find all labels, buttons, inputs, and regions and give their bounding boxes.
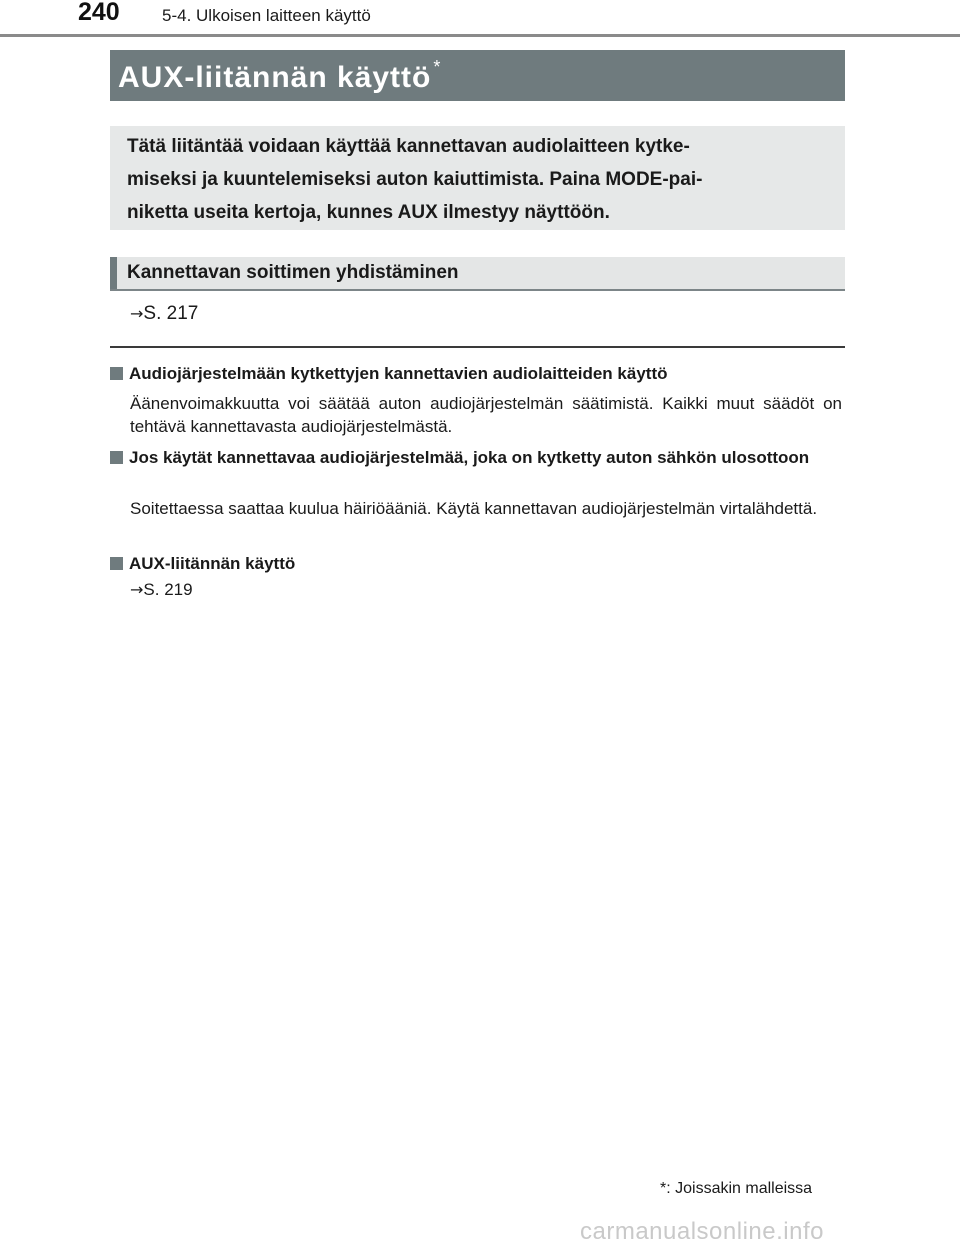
intro-box — [110, 126, 845, 230]
chapter-title: 5-4. Ulkoisen laitteen käyttö — [162, 6, 371, 25]
page-reference-text: S. 219 — [143, 580, 193, 599]
square-bullet-icon — [110, 367, 123, 380]
page-header — [0, 0, 960, 40]
section-title-bar — [110, 50, 845, 101]
heading-accent — [110, 257, 117, 289]
footnote — [660, 1180, 812, 1198]
intro-line: Tätä liitäntää voidaan käyttää kannettavan audiolaitteen kytke- — [127, 136, 690, 157]
page-reference-text: S. 217 — [143, 303, 199, 324]
page-reference-link[interactable] — [130, 580, 193, 600]
page-title — [118, 57, 441, 95]
page-reference-link[interactable] — [130, 303, 198, 325]
subsection-heading: Kannettavan soittimen yhdistäminen — [127, 262, 459, 283]
section-divider — [110, 346, 845, 348]
note-heading — [110, 552, 845, 575]
page-number: 240 — [78, 0, 120, 26]
note-heading-text: Jos käytät kannettavaa audiojärjestelmää, joka on kytketty auton sähkön ulosottoon — [129, 448, 810, 467]
note-heading-text: AUX-liitännän käyttö — [129, 554, 296, 573]
page-title-text: AUX-liitännän käyttö — [118, 61, 432, 94]
square-bullet-icon — [110, 451, 123, 464]
asterisk-marker: * — [660, 1180, 667, 1197]
note-heading-text: Audiojärjestelmään kytkettyjen kannettavien audiolaitteiden käyttö — [129, 364, 668, 383]
header-rule — [0, 34, 960, 37]
note-heading — [110, 362, 845, 385]
asterisk-marker: * — [433, 57, 442, 77]
subsection-heading-bar — [110, 257, 845, 291]
intro-text — [127, 130, 829, 229]
intro-line: niketta useita kertoja, kunnes AUX ilmestyy näyttöön. — [127, 202, 610, 223]
note-heading — [110, 446, 845, 469]
square-bullet-icon — [110, 557, 123, 570]
footnote-text: : Joissakin malleissa — [666, 1180, 813, 1197]
note-body: Soitettaessa saattaa kuulua häiriöääniä. Käytä kannettavan audiojärjestelmän virtalähdettä. — [130, 499, 818, 518]
intro-line: miseksi ja kuuntelemiseksi auton kaiuttimista. Paina MODE-pai- — [127, 169, 703, 190]
arrow-icon: → — [130, 580, 144, 599]
watermark: carmanualsonline.info — [580, 1218, 824, 1245]
arrow-icon: → — [130, 304, 144, 323]
note-body: Äänenvoimakkuutta voi säätää auton audiojärjestelmän säätimistä. Kaikki muut säädöt on tehtävä kannettavasta audiojärjestelmästä. — [130, 394, 842, 436]
